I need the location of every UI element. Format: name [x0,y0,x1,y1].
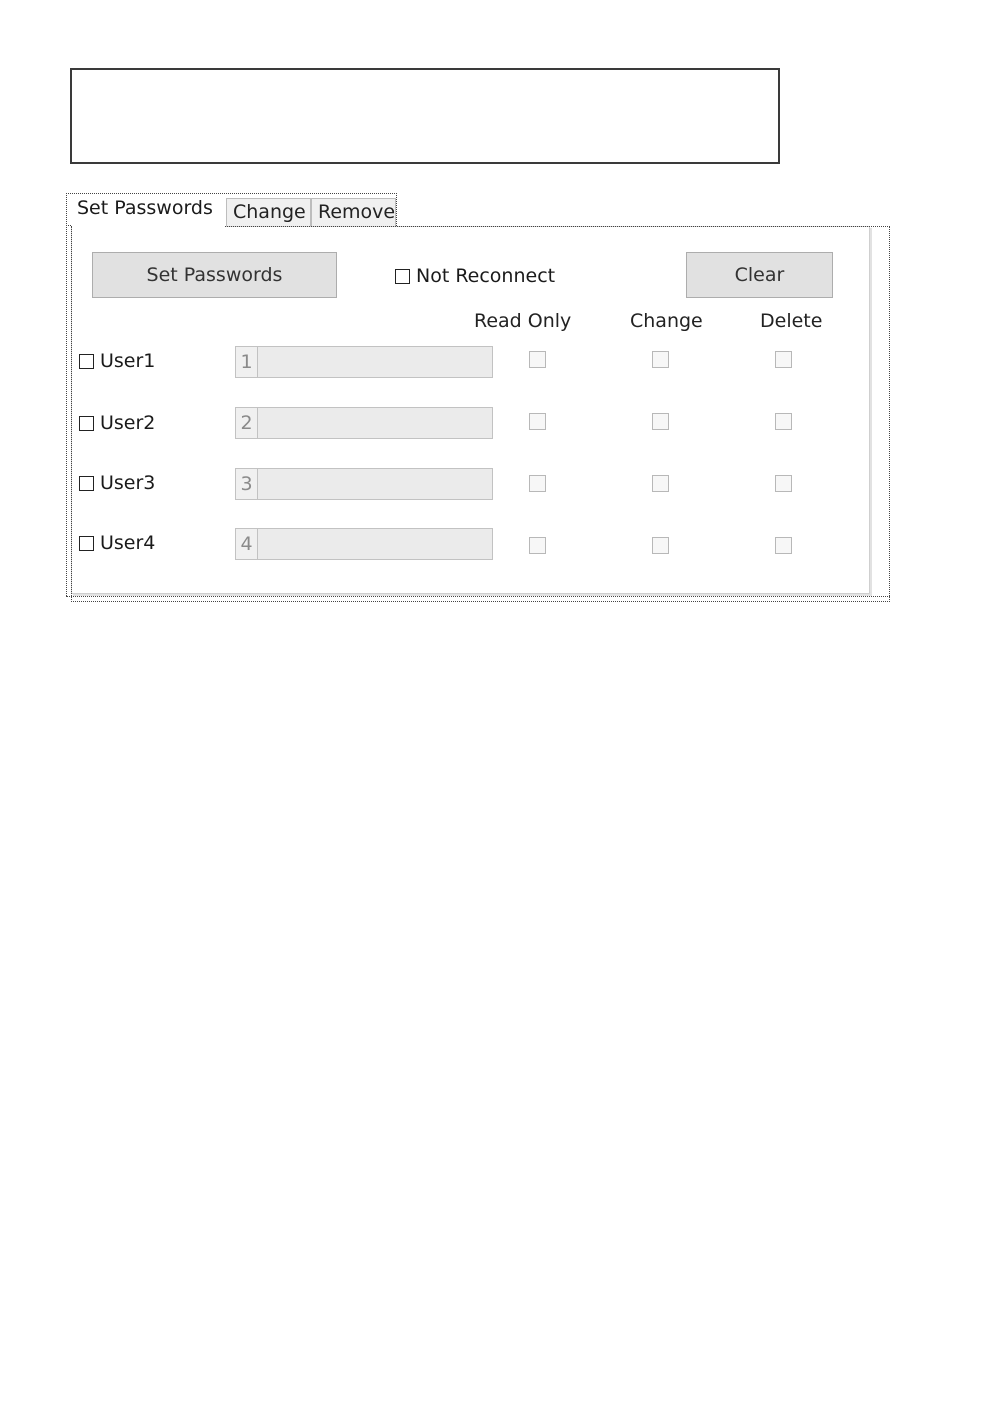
top-frame [70,68,780,164]
not-reconnect-checkbox[interactable] [395,265,555,287]
user2-read-only-checkbox[interactable] [529,413,546,430]
user4-checkbox[interactable] [79,532,155,554]
user2-password-field[interactable] [235,407,493,439]
tab-set-passwords[interactable]: Set Passwords [72,196,225,228]
user2-password-input[interactable] [258,408,492,438]
user1-change-checkbox[interactable] [652,351,669,368]
user1-password-field[interactable] [235,346,493,378]
user1-checkbox[interactable] [79,350,155,372]
user3-box[interactable] [79,476,94,491]
user2-box[interactable] [79,416,94,431]
user4-delete-checkbox[interactable] [775,537,792,554]
user1-box[interactable] [79,354,94,369]
user3-change-checkbox[interactable] [652,475,669,492]
tab-change[interactable]: Change [226,198,311,226]
user2-checkbox[interactable] [79,412,155,434]
not-reconnect-label: Not Reconnect [416,265,556,287]
set-passwords-button[interactable]: Set Passwords [92,252,337,298]
user1-read-only-checkbox[interactable] [529,351,546,368]
panel-focus-outline-left [66,193,68,596]
user1-password-input[interactable] [258,347,492,377]
user4-password-input[interactable] [258,529,492,559]
user3-delete-checkbox[interactable] [775,475,792,492]
clear-button[interactable]: Clear [686,252,833,298]
user3-password-field[interactable] [235,468,493,500]
panel-focus-outline-bottom [66,596,890,598]
tab-remove[interactable]: Remove [311,198,396,226]
user2-label: User2 [100,412,156,434]
user1-label: User1 [100,350,156,372]
user4-change-checkbox[interactable] [652,537,669,554]
column-header-change: Change [630,310,703,332]
user3-label: User3 [100,472,156,494]
column-header-read-only: Read Only [474,310,572,332]
user2-change-checkbox[interactable] [652,413,669,430]
user3-read-only-checkbox[interactable] [529,475,546,492]
user4-read-only-checkbox[interactable] [529,537,546,554]
user4-label: User4 [100,532,156,554]
user4-box[interactable] [79,536,94,551]
user3-checkbox[interactable] [79,472,155,494]
user1-delete-checkbox[interactable] [775,351,792,368]
column-header-delete: Delete [760,310,823,332]
user2-index: 2 [236,408,258,438]
user4-index: 4 [236,529,258,559]
not-reconnect-box[interactable] [395,269,410,284]
user3-index: 3 [236,469,258,499]
user2-delete-checkbox[interactable] [775,413,792,430]
user3-password-input[interactable] [258,469,492,499]
user4-password-field[interactable] [235,528,493,560]
user1-index: 1 [236,347,258,377]
